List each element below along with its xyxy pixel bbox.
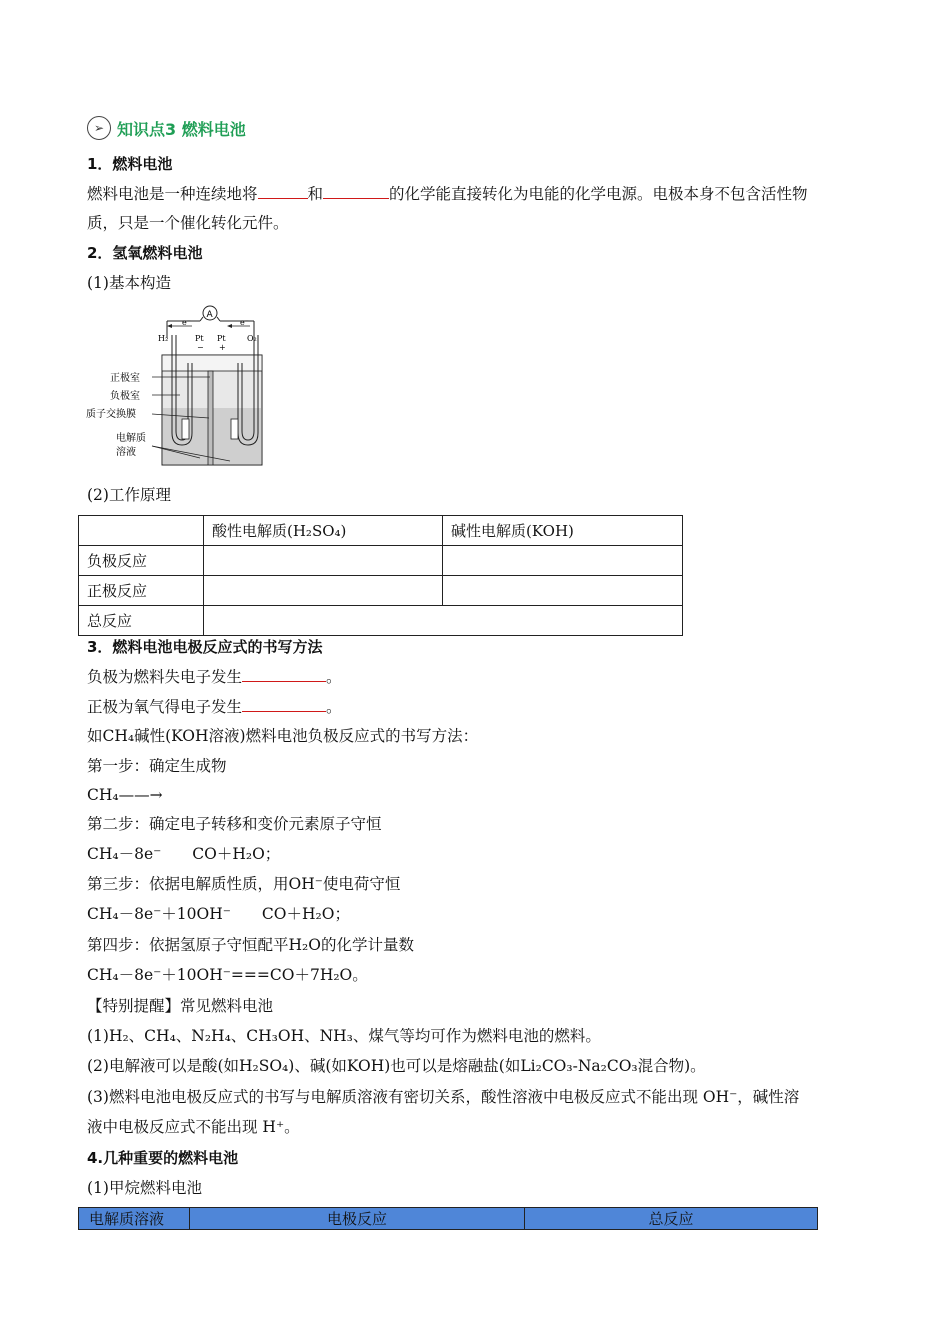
label-electrolyte: 电解质 — [116, 433, 146, 444]
label-membrane: 质子交换膜 — [86, 409, 136, 420]
label-cathode-chamber: 正极室 — [110, 373, 140, 384]
arrow-circle-icon: ➢ — [87, 116, 111, 140]
table-row — [79, 1208, 818, 1230]
text-segment: 。 — [326, 698, 342, 716]
blank-fill-4[interactable] — [242, 697, 326, 712]
paragraph-line-2: 质，只是一个催化转化元件。 — [87, 214, 289, 232]
tip-heading: 【特别提醒】常见燃料电池 — [87, 997, 274, 1015]
tip-3-line-2: 液中电极反应式不能出现 H⁺。 — [87, 1118, 300, 1136]
section-title: 知识点3 燃料电池 — [117, 119, 246, 139]
tip-3-line-1: (3)燃料电池电极反应式的书写与电解质溶液有密切关系，酸性溶液中电极反应式不能出现 OH⁻，碱性溶 — [87, 1088, 800, 1106]
table-row — [79, 546, 683, 576]
o2-label: O₂ — [247, 334, 257, 343]
text-segment: 正极为氧气得电子发生 — [87, 698, 243, 716]
line-anode — [87, 667, 342, 687]
equation-2: CH₄－8e⁻ CO＋H₂O； — [87, 845, 281, 863]
heading-fuel-cell: 1．燃料电池 — [87, 155, 173, 173]
row-label-anode: 负极反应 — [79, 546, 204, 576]
pt-left-label: Pt — [195, 334, 204, 343]
line-cathode — [87, 697, 342, 717]
minus-sign: − — [197, 343, 204, 352]
step-1: 第一步：确定生成物 — [87, 757, 227, 775]
text-segment: 燃料电池是一种连续地将 — [87, 185, 258, 203]
table-header-electrode: 电极反应 — [190, 1208, 525, 1230]
table-header-base: 碱性电解质(KOH) — [443, 516, 683, 546]
subheading-methane-cell: (1)甲烷燃料电池 — [87, 1179, 202, 1197]
table-header-electrolyte: 电解质溶液 — [79, 1208, 190, 1230]
paragraph-line-1 — [87, 184, 808, 204]
table-row — [79, 576, 683, 606]
heading-h2o2-cell: 2．氢氧燃料电池 — [87, 244, 203, 262]
equation-4: CH₄－8e⁻＋10OH⁻===CO＋7H₂O。 — [87, 966, 368, 984]
table-row — [79, 516, 683, 546]
heading-important-cells: 4.几种重要的燃料电池 — [87, 1149, 239, 1167]
line-example-intro: 如CH₄碱性(KOH溶液)燃料电池负极反应式的书写方法： — [87, 727, 479, 745]
table-cell[interactable] — [443, 576, 683, 606]
tip-1: (1)H₂、CH₄、N₂H₄、CH₃OH、NH₃、煤气等均可作为燃料电池的燃料。 — [87, 1027, 601, 1045]
principle-table — [78, 515, 683, 636]
step-4: 第四步：依据氢原子守恒配平H₂O的化学计量数 — [87, 936, 414, 954]
section-heading — [87, 116, 246, 140]
step-2: 第二步：确定电子转移和变价元素原子守恒 — [87, 815, 382, 833]
h2-label: H₂ — [158, 334, 169, 343]
table-header-acid: 酸性电解质(H₂SO₄) — [204, 516, 443, 546]
table-cell[interactable] — [204, 606, 683, 636]
step-3: 第三步：依据电解质性质，用OH⁻使电荷守恒 — [87, 875, 401, 893]
text-segment: 负极为燃料失电子发生 — [87, 668, 243, 686]
blank-fill-3[interactable] — [242, 667, 326, 682]
equation-3: CH₄－8e⁻＋10OH⁻ CO＋H₂O； — [87, 905, 350, 923]
fuel-cell-diagram — [86, 303, 270, 471]
label-anode-chamber: 负极室 — [110, 391, 140, 402]
blank-fill-1[interactable] — [258, 184, 308, 199]
table-cell[interactable] — [204, 546, 443, 576]
text-segment: 的化学能直接转化为电能的化学电源。电极本身不包含活性物 — [389, 185, 808, 203]
plus-sign: + — [219, 343, 226, 352]
row-label-total: 总反应 — [79, 606, 204, 636]
tip-2: (2)电解液可以是酸(如H₂SO₄)、碱(如KOH)也可以是熔融盐(如Li₂CO₃-Na₂CO₃混合物)。 — [87, 1057, 706, 1075]
table-cell[interactable] — [443, 546, 683, 576]
subheading-principle: (2)工作原理 — [87, 486, 171, 504]
table-cell[interactable] — [204, 576, 443, 606]
equation-1: CH₄——→ — [87, 786, 163, 804]
blank-fill-2[interactable] — [323, 184, 389, 199]
methane-cell-table — [78, 1207, 818, 1230]
table-row — [79, 606, 683, 636]
label-solution: 溶液 — [116, 447, 136, 458]
electron-right-label: e⁻ — [240, 318, 249, 327]
text-segment: 。 — [326, 668, 342, 686]
pt-right-label: Pt — [217, 334, 226, 343]
ammeter-label: A — [206, 310, 213, 320]
table-cell — [79, 516, 204, 546]
row-label-cathode: 正极反应 — [79, 576, 204, 606]
heading-writing-method: 3．燃料电池电极反应式的书写方法 — [87, 638, 323, 656]
text-segment: 和 — [307, 185, 324, 203]
subheading-structure: (1)基本构造 — [87, 274, 171, 292]
electron-left-label: e⁻ — [182, 318, 191, 327]
table-header-total: 总反应 — [525, 1208, 818, 1230]
